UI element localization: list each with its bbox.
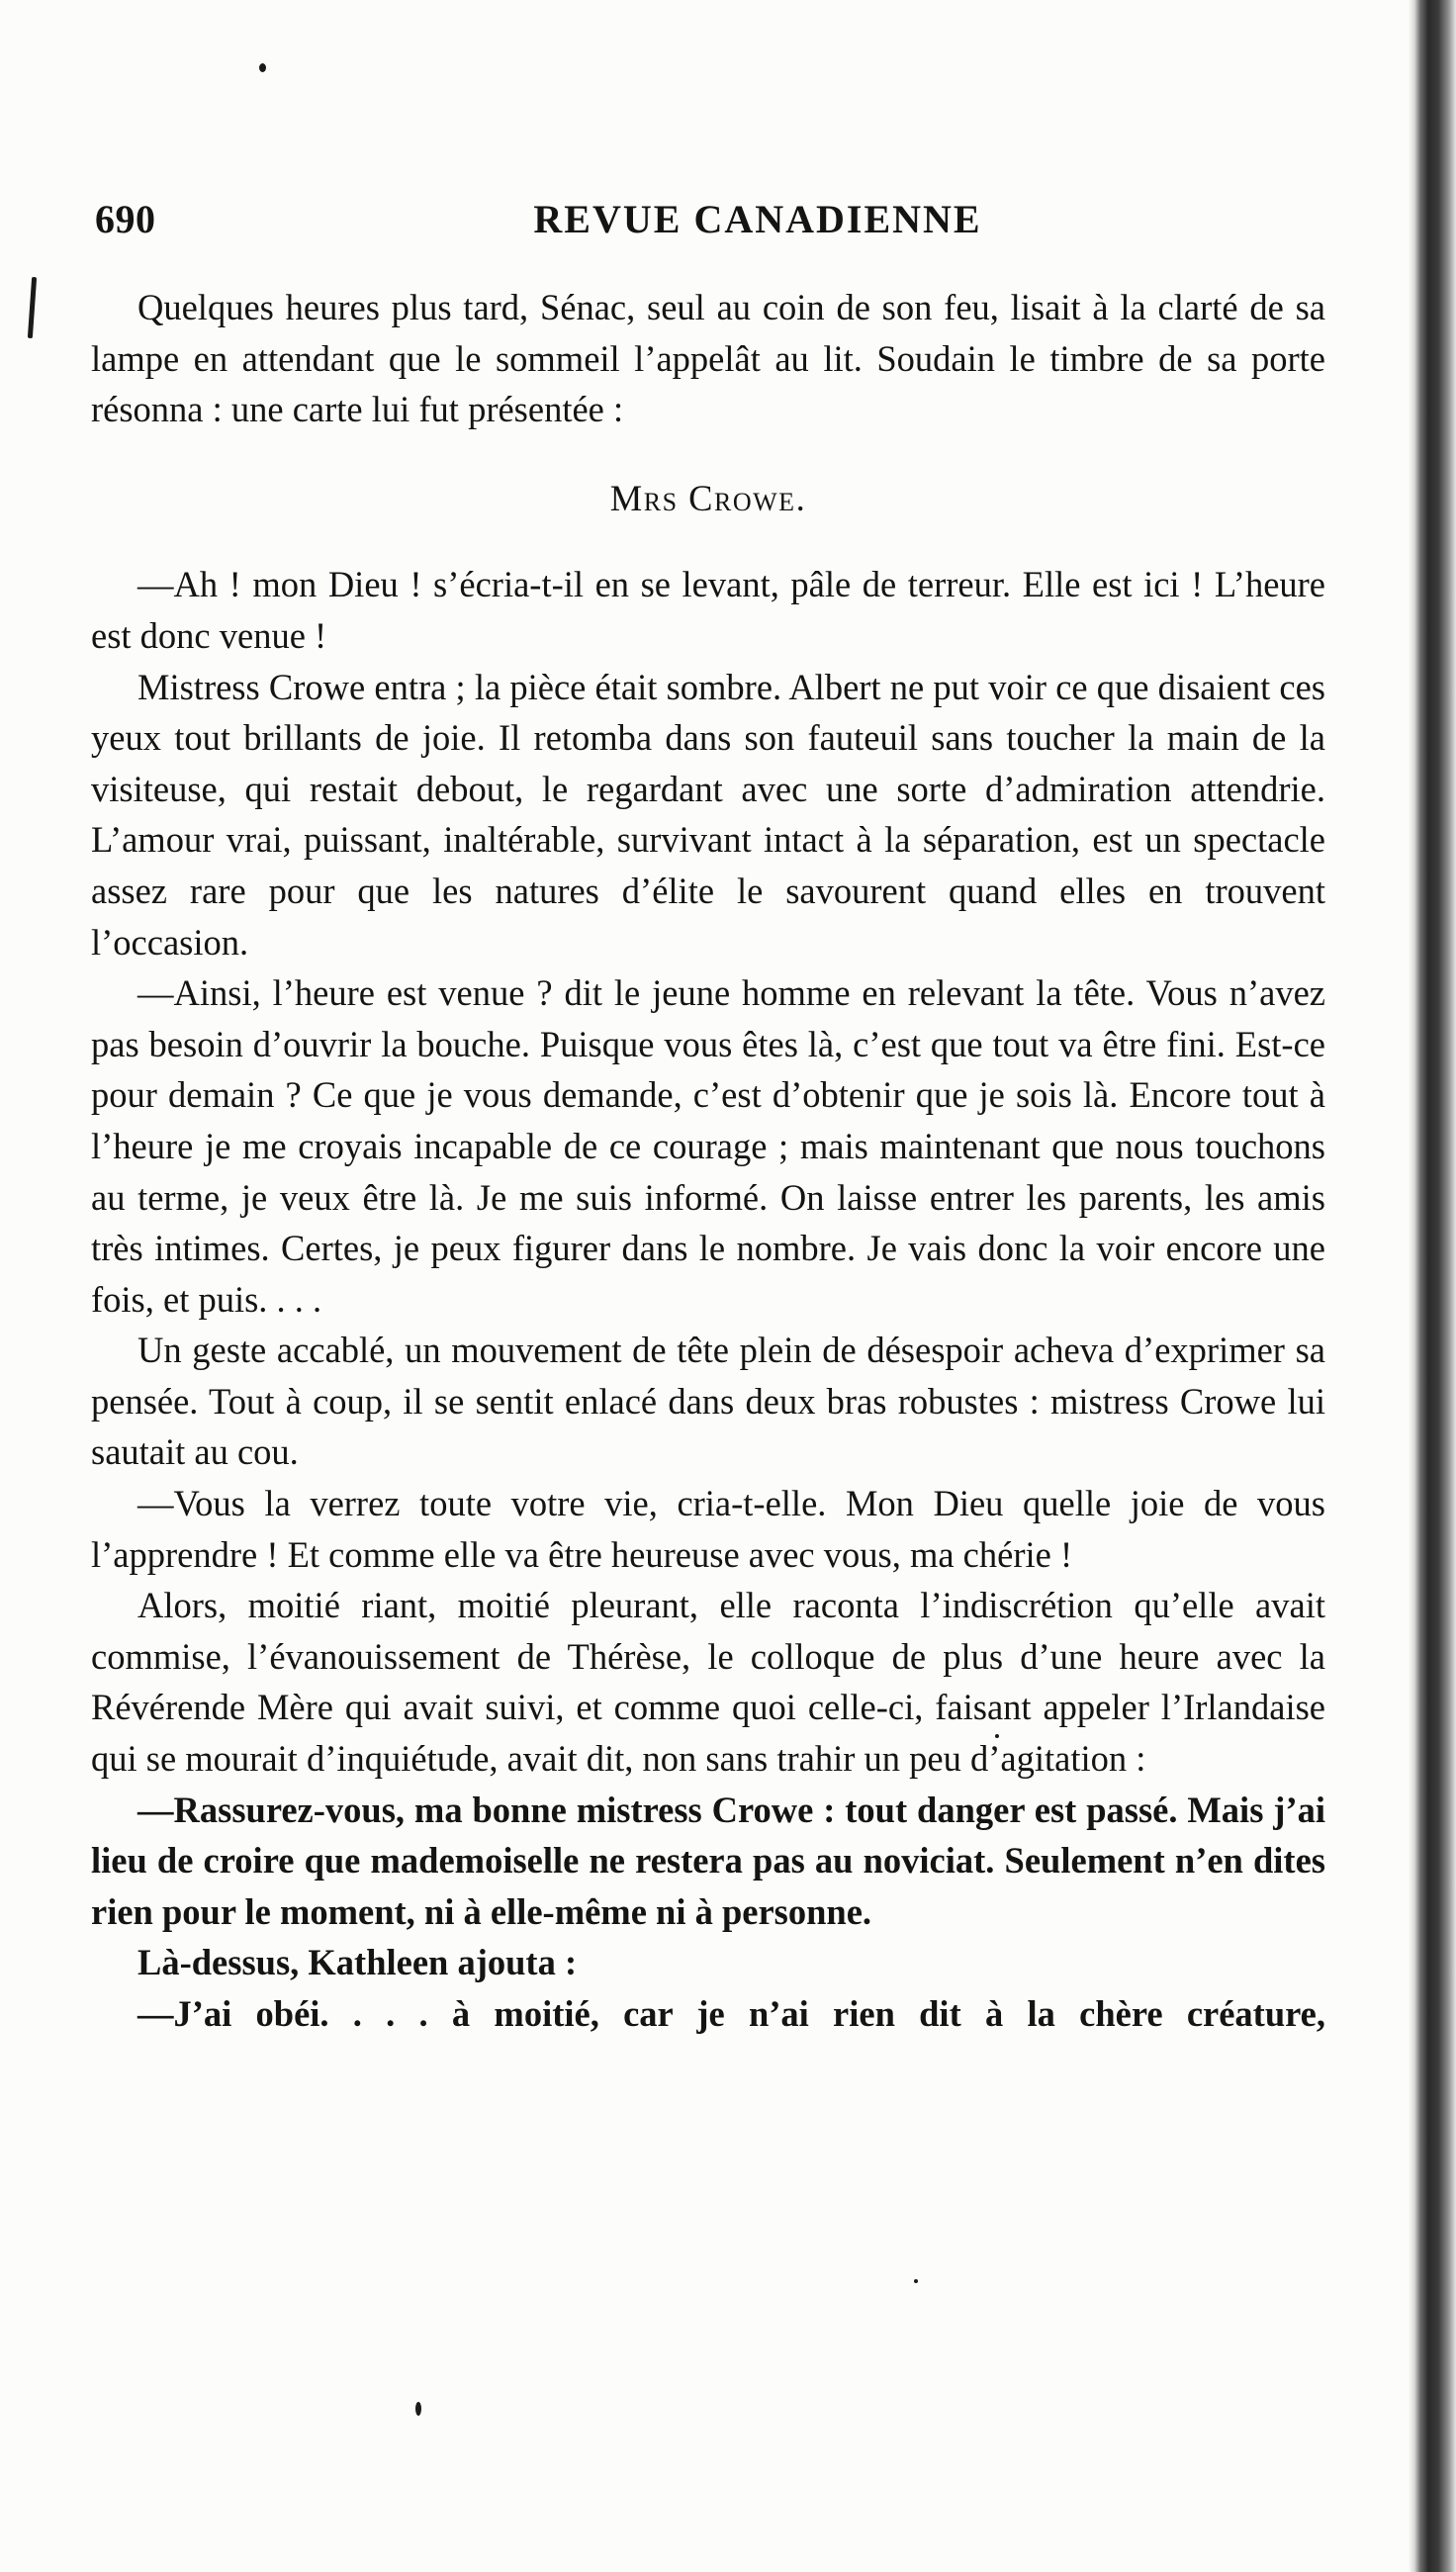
- margin-mark: [28, 277, 37, 338]
- paragraph: Mistress Crowe entra ; la pièce était sombre. Albert ne put voir ce que disaient ces yeux tout brillants de joie. Il retomba dans son fauteuil sans toucher la main de la visiteuse, qui restait debout, le regardant avec une sorte d’admiration attendrie. L’amour vrai, puissant, inaltérable, survivant intact à la séparation, est un spectacle assez rare pour que les natures d’élite le savourent quand elles en trouvent l’occasion.: [91, 666, 1325, 963]
- paragraph: Alors, moitié riant, moitié pleurant, elle raconta l’indiscrétion qu’elle avait commise, l’évanouissement de Thérèse, le colloque de plus d’une heure avec la Révérende Mère qui avait suivi, et comme quoi celle-ci, faisant appeler l’Irlandaise qui se mourait d’inquiétude, avait dit, non sans trahir un peu d’agitation :: [91, 1585, 1325, 1780]
- paragraph: —Ah ! mon Dieu ! s’écria-t-il en se levant, pâle de terreur. Elle est ici ! L’heure est donc venue !: [91, 564, 1325, 656]
- paragraph: Un geste accablé, un mouvement de tête plein de désespoir acheva d’exprimer sa pensée. Tout à coup, il se sentit enlacé dans deux bras robustes : mistress Crowe lui sautait au cou.: [91, 1330, 1325, 1473]
- paragraph: Quelques heures plus tard, Sénac, seul au coin de son feu, lisait à la clarté de sa lampe en attendant que le sommeil l’appelât au lit. Soudain le timbre de sa porte résonna : une carte lui fut présentée :: [91, 287, 1325, 430]
- paragraph: —J’ai obéi. . . . à moitié, car je n’ai rien dit à la chère créature,: [137, 1993, 1325, 2034]
- paragraph: —Ainsi, l’heure est venue ? dit le jeune homme en relevant la tête. Vous n’avez pas besoin d’ouvrir la bouche. Puisque vous êtes là, c’est que tout va être fini. Est-ce pour demain ? Ce que je vous demande, c’est d’obtenir que je sois là. Encore tout à l’heure je me croyais incapable de ce courage ; mais maintenant que nous touchons au terme, je veux être là. Je me suis informé. On laisse entrer les parents, les amis très intimes. Certes, je peux figurer dans le nombre. Je vais donc la voir encore une fois, et puis. . . .: [91, 972, 1325, 1320]
- ink-speck: [415, 2402, 421, 2416]
- page-binding-edge: [1409, 0, 1456, 2572]
- body-text: [91, 282, 1325, 2040]
- paragraph: —Vous la verrez toute votre vie, cria-t-elle. Mon Dieu quelle joie de vous l’apprendre ! Et comme elle va être heureuse avec vous, ma chérie !: [91, 1483, 1325, 1575]
- ink-speck: [914, 2279, 918, 2283]
- page-number: 690: [95, 197, 156, 241]
- paragraph: Là-dessus, Kathleen ajouta :: [137, 1942, 578, 1983]
- visiting-card-name: Mrs Crowe.: [609, 477, 807, 518]
- ink-speck: [259, 63, 266, 72]
- page-header: [95, 196, 1331, 255]
- running-title: REVUE CANADIENNE: [533, 197, 982, 241]
- paragraph: —Rassurez-vous, ma bonne mistress Crowe : tout danger est passé. Mais j’ai lieu de croire que mademoiselle ne restera pas au noviciat. Seulement n’en dites rien pour le moment, ni à elle-même ni à personne.: [91, 1789, 1325, 1932]
